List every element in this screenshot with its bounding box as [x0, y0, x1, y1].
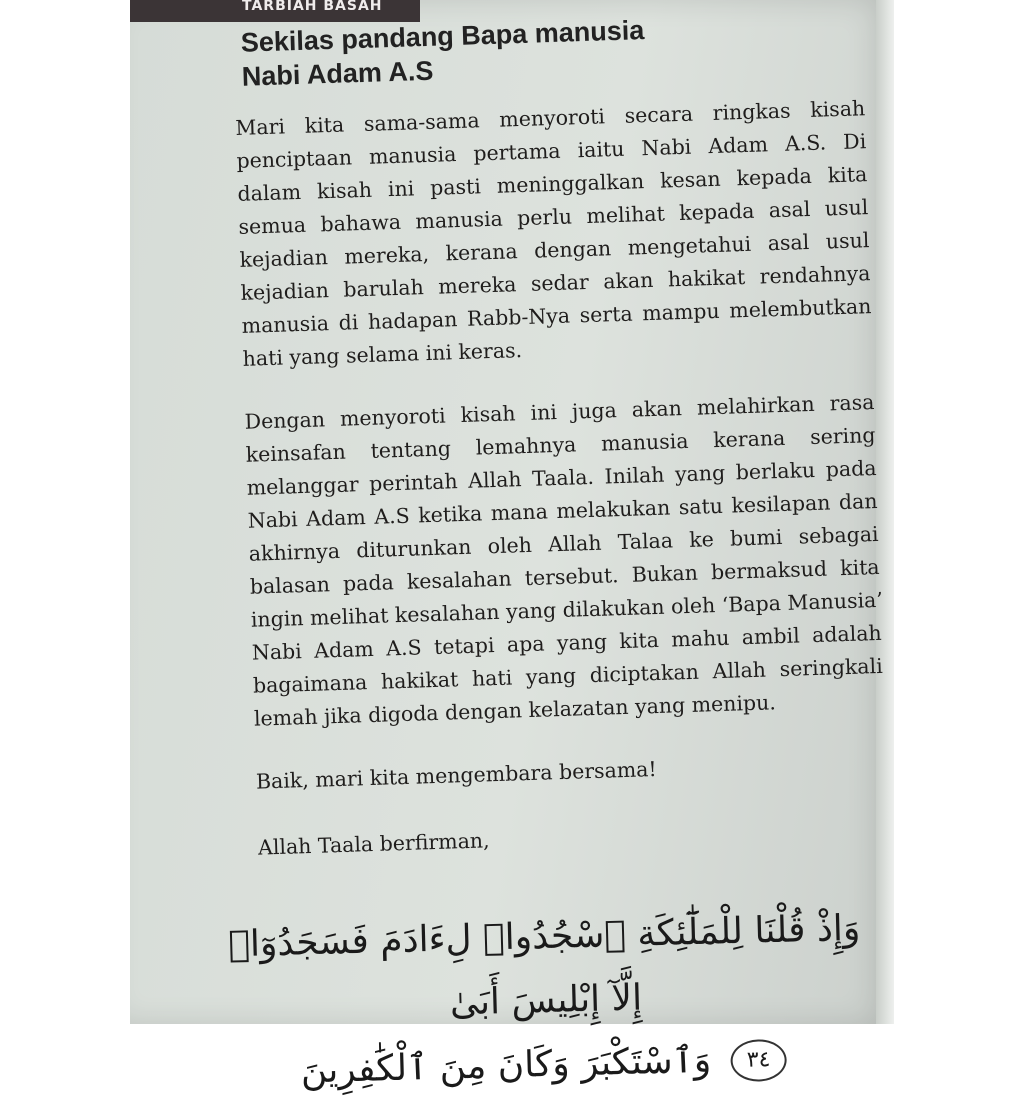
quran-verse — [224, 897, 869, 1105]
text-line: Mari kita sama-sama menyoroti secara ringkas kisah — [235, 96, 866, 140]
text-line: Nabi Adam A.S ketika mana melakukan satu kesilapan dan — [247, 488, 878, 533]
ayah-number-mark: ٣٤ — [730, 1039, 787, 1082]
chapter-title-line-1: Sekilas pandang Bapa manusia — [240, 15, 645, 58]
text-line: dalam kisah ini pasti meninggalkan kesan kepada kita — [237, 162, 868, 206]
paragraph-2 — [244, 386, 884, 736]
text-line: balasan pada kesalahan tersebut. Bukan bermaksud kita — [249, 554, 880, 599]
section-label: TARBIAH BASAH — [242, 0, 383, 14]
paragraph-3: Baik, mari kita mengembara bersama! — [255, 757, 658, 794]
text-line: kejadian barulah mereka sedar akan hakikat rendahnya — [240, 261, 871, 305]
page-content — [232, 0, 889, 898]
text-line: lemah jika digoda dengan kelazatan yang menipu. — [253, 690, 777, 731]
text-line: keinsafan tentang lemahnya manusia kerana sering — [245, 423, 876, 467]
text-line: semua bahawa manusia perlu melihat kepada asal usul — [238, 195, 869, 239]
paragraph-4: Allah Taala berfirman, — [257, 828, 490, 860]
verse-line-1: وَإِذْ قُلْنَا لِلْمَلَٰٓئِكَةِ ٱسْجُدُوا۟ لِءَادَمَ فَسَجَدُوٓا۟ إِلَّآ إِبْلِيسَ أَبَىٰ — [227, 907, 861, 1024]
text-line: penciptaan manusia pertama iaitu Nabi Adam A.S. Di — [236, 129, 867, 173]
chapter-title — [240, 6, 864, 94]
text-line: Nabi Adam A.S tetapi apa yang kita mahu ambil adalah — [251, 620, 883, 665]
text-line: akhirnya diturunkan oleh Allah Talaa ke bumi sebagai — [248, 521, 879, 566]
chapter-title-line-2: Nabi Adam A.S — [241, 55, 434, 92]
text-line: manusia di hadapan Rabb-Nya serta mampu melembutkan — [241, 294, 872, 338]
text-line: ingin melihat kesalahan yang dilakukan oleh ‘Bapa Manusia’ — [250, 587, 884, 632]
text-line: kejadian mereka, kerana dengan mengetahui asal usul — [239, 228, 870, 272]
text-line: melanggar perintah Allah Taala. Inilah yang berlaku pada — [246, 455, 877, 500]
text-line: bagaimana hakikat hati yang diciptakan Allah seringkali — [252, 653, 884, 698]
text-line: hati yang selama ini keras. — [242, 338, 523, 371]
verse-line-2-text: وَٱسْتَكْبَرَ وَكَانَ مِنَ ٱلْكَٰفِرِينَ — [300, 1039, 712, 1092]
paragraph-1 — [235, 92, 873, 376]
text-line: Dengan menyoroti kisah ini juga akan melahirkan rasa — [244, 390, 875, 434]
